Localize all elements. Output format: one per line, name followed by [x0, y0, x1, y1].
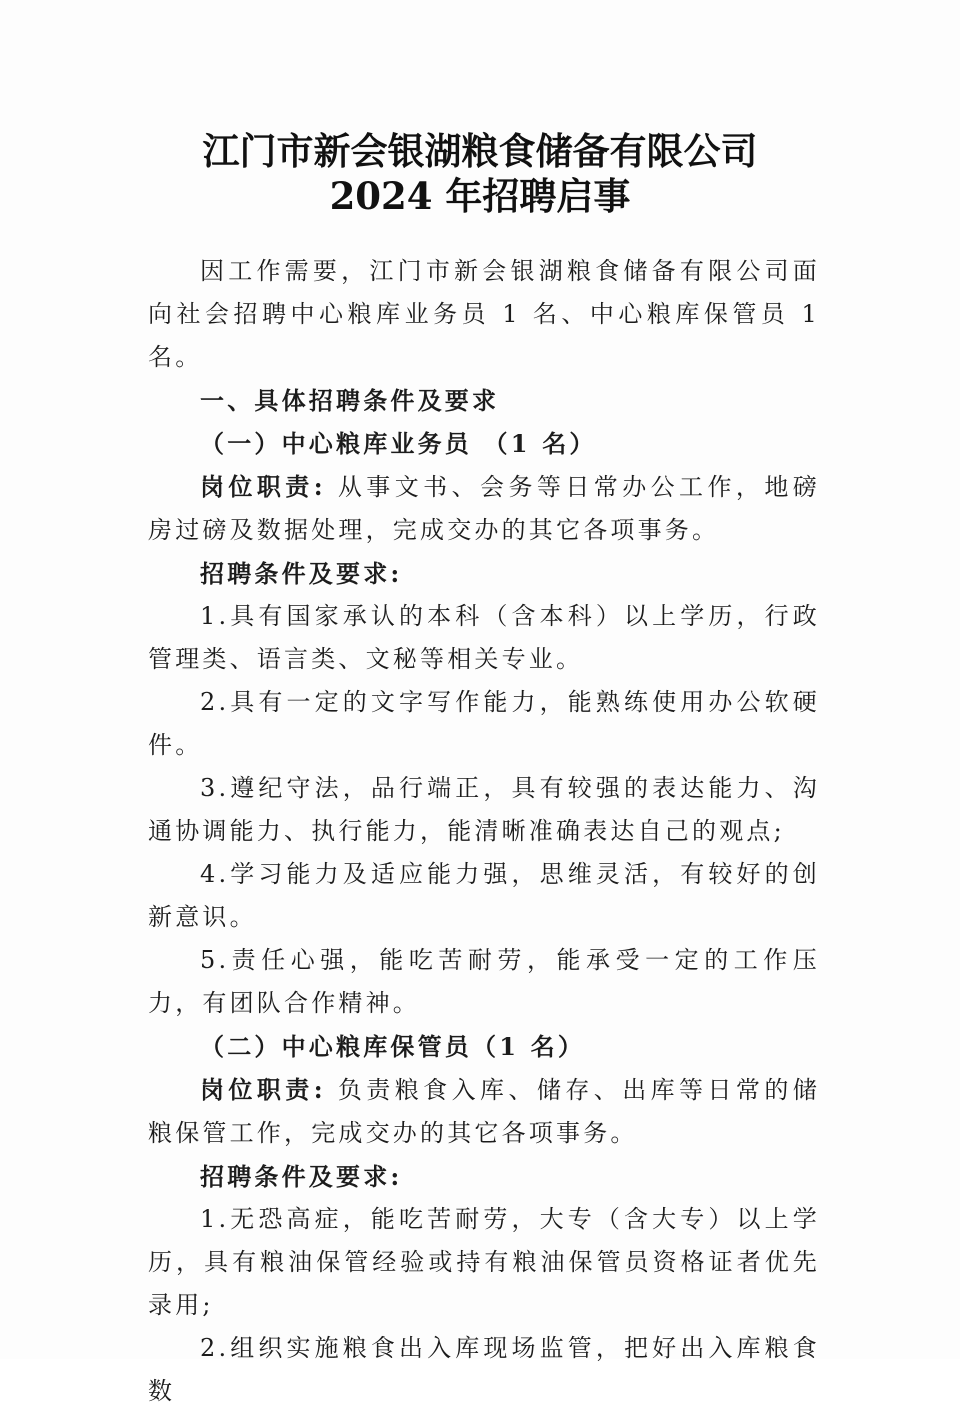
job2-heading: （二）中心粮库保管员（1 名） [200, 1032, 586, 1061]
job1-heading: （一）中心粮库业务员 （1 名） [200, 429, 597, 458]
section-heading: 一、具体招聘条件及要求 [200, 386, 500, 415]
job1-req-item: 5.责任心强，能吃苦耐劳，能承受一定的工作压力，有团队合作精神。 [148, 946, 820, 1017]
job2-req-item: 1.无恐高症，能吃苦耐劳，大专（含大专）以上学历，具有粮油保管经验或持有粮油保管员资格证者优先录用; [148, 1205, 820, 1319]
intro-paragraph: 因工作需要，江门市新会银湖粮食储备有限公司面向社会招聘中心粮库业务员 1 名、中心粮库保管员 1 名。 [148, 257, 820, 371]
job2-req-item: 2.组织实施粮食出入库现场监管，把好出入库粮食数 [148, 1334, 820, 1405]
job1-req-item: 3.遵纪守法，品行端正，具有较强的表达能力、沟通协调能力、执行能力，能清晰准确表达自己的观点; [148, 774, 820, 845]
document-body [148, 250, 820, 1413]
job1-req-label: 招聘条件及要求: [200, 559, 403, 588]
job2-duty-text: 负责粮食入库、储存、出库等日常的储粮保管工作，完成交办的其它各项事务。 [148, 1076, 820, 1147]
job1-req-item: 1.具有国家承认的本科（含本科）以上学历，行政管理类、语言类、文秘等相关专业。 [148, 602, 820, 673]
job2-duty-label: 岗位职责: [200, 1075, 326, 1104]
document-title-line1: 江门市新会银湖粮食储备有限公司 [202, 129, 758, 173]
job1-duty-text: 从事文书、会务等日常办公工作，地磅房过磅及数据处理，完成交办的其它各项事务。 [148, 473, 820, 544]
document-title-line2: 2024 年招聘启事 [329, 174, 631, 218]
job1-req-item: 4.学习能力及适应能力强，思维灵活，有较好的创新意识。 [148, 860, 820, 931]
job2-req-label: 招聘条件及要求: [200, 1162, 403, 1191]
job2-duty-paragraph [148, 1068, 820, 1155]
job1-duty-label: 岗位职责: [200, 472, 326, 501]
job1-duty-paragraph [148, 465, 820, 552]
job1-req-item: 2.具有一定的文字写作能力，能熟练使用办公软硬件。 [148, 688, 820, 759]
